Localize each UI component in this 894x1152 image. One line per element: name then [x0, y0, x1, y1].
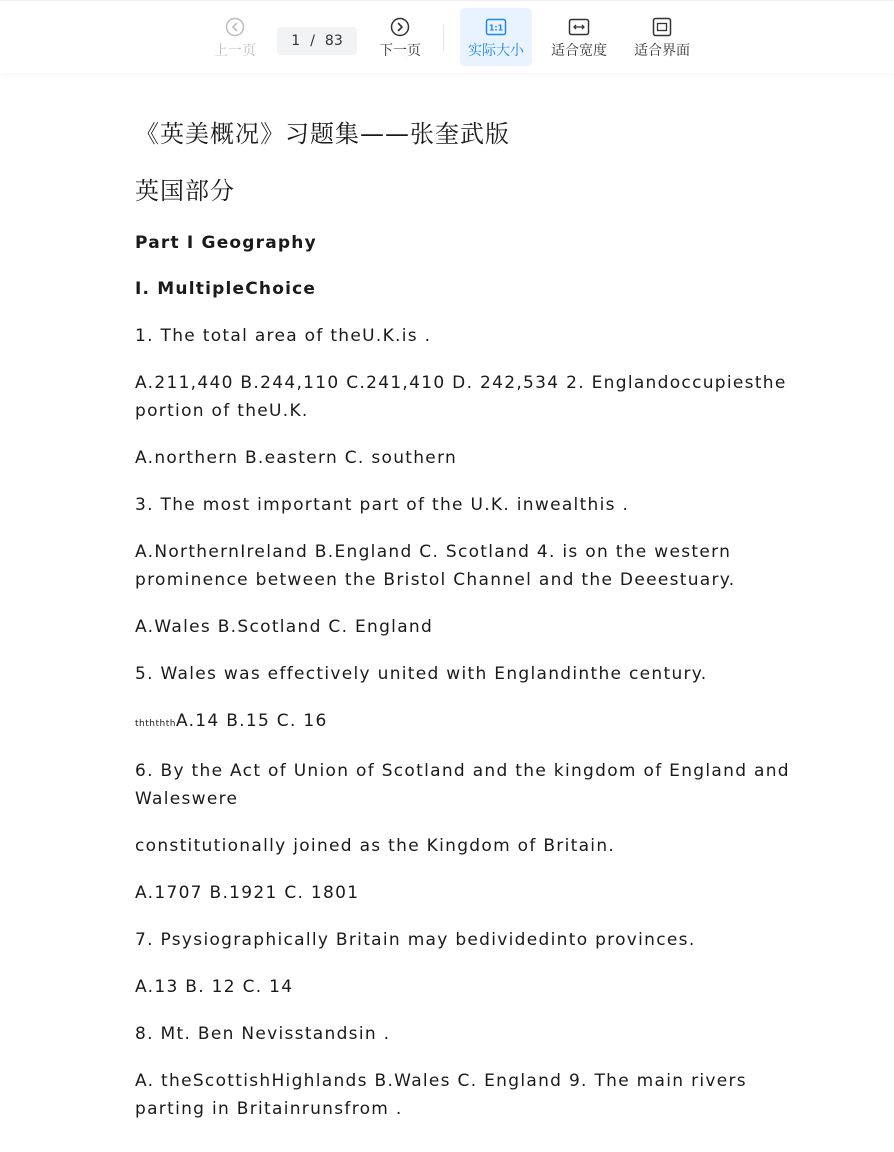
document-page — [135, 110, 815, 1123]
paragraph-text: A.14 B.15 C. 16 — [175, 711, 328, 731]
paragraph — [135, 707, 815, 738]
paragraph: 5. Wales was effectively united with Englandinthe century. — [135, 664, 708, 684]
paragraph: constitutionally joined as the Kingdom of Britain. — [135, 836, 616, 856]
actual-size-button[interactable] — [460, 8, 532, 66]
next-page-label: 下一页 — [379, 43, 421, 59]
section-heading: 英国部分 — [135, 177, 235, 205]
chevron-left-circle-icon — [224, 16, 246, 38]
paragraph: 6. By the Act of Union of Scotland and the kingdom of England and Waleswere — [135, 761, 797, 809]
next-page-button[interactable] — [372, 8, 428, 66]
fit-width-icon — [568, 16, 590, 38]
actual-size-label: 实际大小 — [468, 43, 524, 59]
paragraph: 1. The total area of theU.K.is . — [135, 326, 432, 346]
paragraph: A.northern B.eastern C. southern — [135, 448, 458, 468]
part-heading: Part I Geography — [135, 233, 317, 253]
fit-page-button[interactable] — [627, 8, 697, 66]
document-title: 《英美概况》习题集——张奎武版 — [135, 120, 510, 148]
paragraph: 7. Psysiographically Britain may bedividedinto provinces. — [135, 930, 696, 950]
viewer-toolbar — [0, 0, 894, 73]
paragraph: A.13 B. 12 C. 14 — [135, 977, 294, 997]
paragraph: 8. Mt. Ben Nevisstandsin . — [135, 1024, 391, 1044]
actual-size-icon-text: 1:1 — [488, 23, 504, 33]
fit-page-label: 适合界面 — [634, 43, 690, 59]
paragraph: A.Wales B.Scotland C. England — [135, 617, 434, 637]
fit-width-label: 适合宽度 — [551, 43, 607, 59]
previous-page-button[interactable] — [208, 8, 262, 66]
total-page-count: 83 — [324, 33, 343, 49]
current-page-number[interactable]: 1 — [291, 33, 301, 49]
paragraph: A.211,440 B.244,110 C.241,410 D. 242,534 2. Englandoccupiesthe portion of theU.K. — [135, 373, 794, 421]
previous-page-label: 上一页 — [214, 43, 256, 59]
fit-page-icon — [651, 16, 673, 38]
actual-size-icon — [485, 16, 507, 38]
paragraph: A. theScottishHighlands B.Wales C. England 9. The main rivers parting in Britainrunsfrom . — [135, 1071, 754, 1119]
page-indicator[interactable] — [277, 27, 357, 55]
paragraph: A.1707 B.1921 C. 1801 — [135, 883, 360, 903]
paragraph: 3. The most important part of the U.K. inwealthis . — [135, 495, 630, 515]
page-separator: / — [310, 33, 315, 49]
subpart-heading: I. MultipleChoice — [135, 279, 317, 299]
paragraph: A.NorthernIreland B.England C. Scotland 4. is on the western prominence between the Bristol Channel and the Deeestuary. — [135, 542, 738, 590]
toolbar-divider — [443, 25, 444, 51]
chevron-right-circle-icon — [389, 16, 411, 38]
fit-width-button[interactable] — [544, 8, 614, 66]
superscript-prefix: thththth — [135, 719, 176, 729]
